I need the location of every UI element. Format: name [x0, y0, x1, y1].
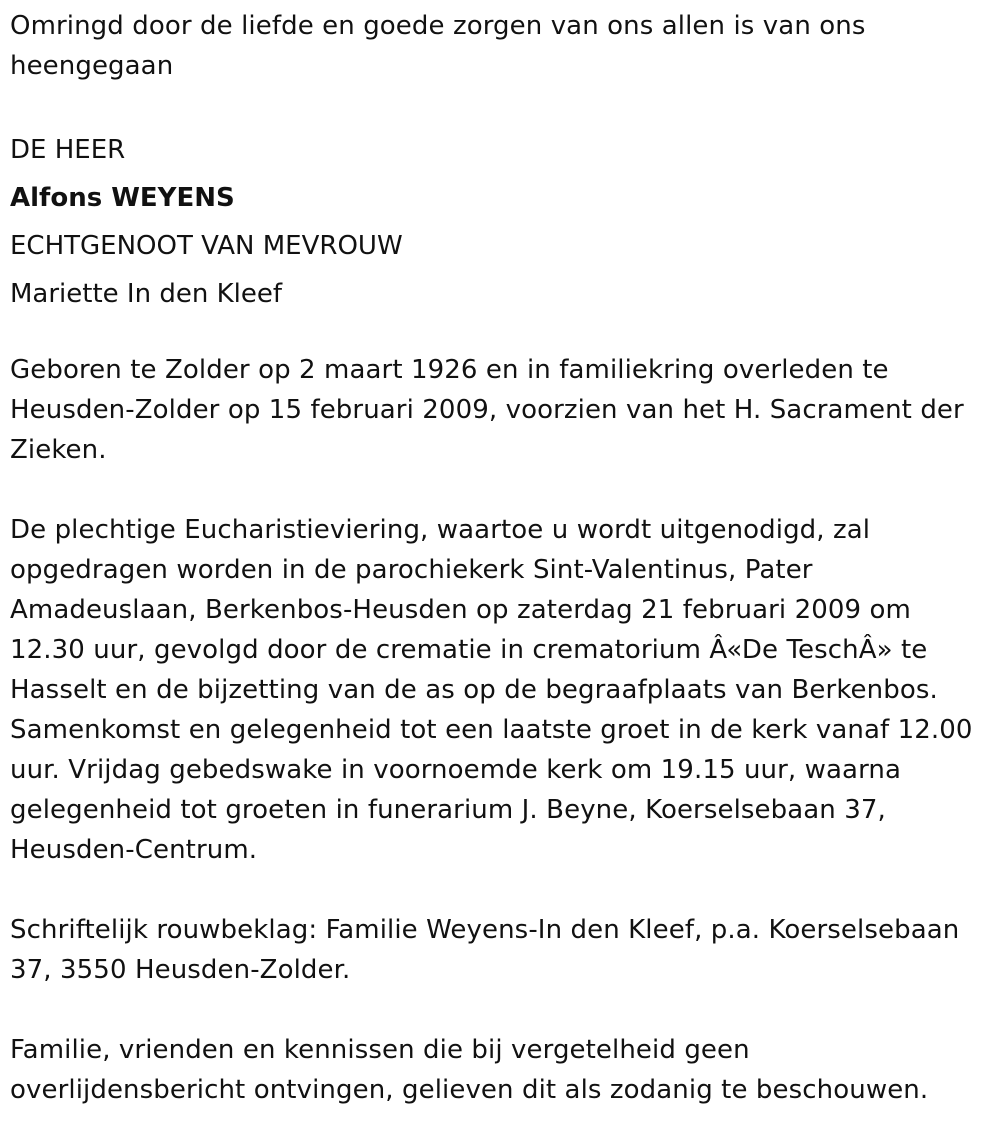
- birth-death-text: Geboren te Zolder op 2 maart 1926 en in familiekring overleden te Heusden-Zolder op 15 februari 2009, voorzien van het H. Sacrament der Zieken.: [10, 355, 973, 465]
- spacer: [10, 870, 990, 910]
- ceremony-text: De plechtige Eucharistieviering, waartoe u wordt uitgenodigd, zal opgedragen worden in de parochiekerk Sint-Valentinus, Pater Amadeuslaan, Berkenbos-Heusden op zaterdag 21 februari 2009 om 12.30 uur, gevolgd door de crematie in crematorium Â«De TeschÂ» te Hasselt en de bijzetting van de as op de begraafplaats van Berkenbos. Samenkomst en gelegenheid tot een laatste groet in de kerk vanaf 12.00 uur. Vrijdag gebedswake in voornoemde kerk om 19.15 uur, waarna gelegenheid tot groeten in funerarium J. Beyne, Koerselsebaan 37, Heusden-Centrum.: [10, 515, 981, 865]
- spacer: [10, 990, 990, 1030]
- spacer: [10, 86, 990, 126]
- spouse-label: ECHTGENOOT VAN MEVROUW: [10, 231, 403, 261]
- obituary-notice: [10, 6, 990, 1110]
- spacer: [10, 318, 990, 350]
- intro-text: Omringd door de liefde en goede zorgen van ons allen is van ons heengegaan: [10, 11, 874, 81]
- deceased-name: Alfons WEYENS: [10, 183, 235, 213]
- condolences-text: Schriftelijk rouwbeklag: Familie Weyens-In den Kleef, p.a. Koerselsebaan 37, 3550 Heusden-Zolder.: [10, 915, 968, 985]
- spacer: [10, 470, 990, 510]
- closing-text: Familie, vrienden en kennissen die bij vergetelheid geen overlijdensbericht ontvingen, gelieven dit als zodanig te beschouwen.: [10, 1035, 929, 1105]
- spouse-name: Mariette In den Kleef: [10, 279, 282, 309]
- honorific: DE HEER: [10, 135, 126, 165]
